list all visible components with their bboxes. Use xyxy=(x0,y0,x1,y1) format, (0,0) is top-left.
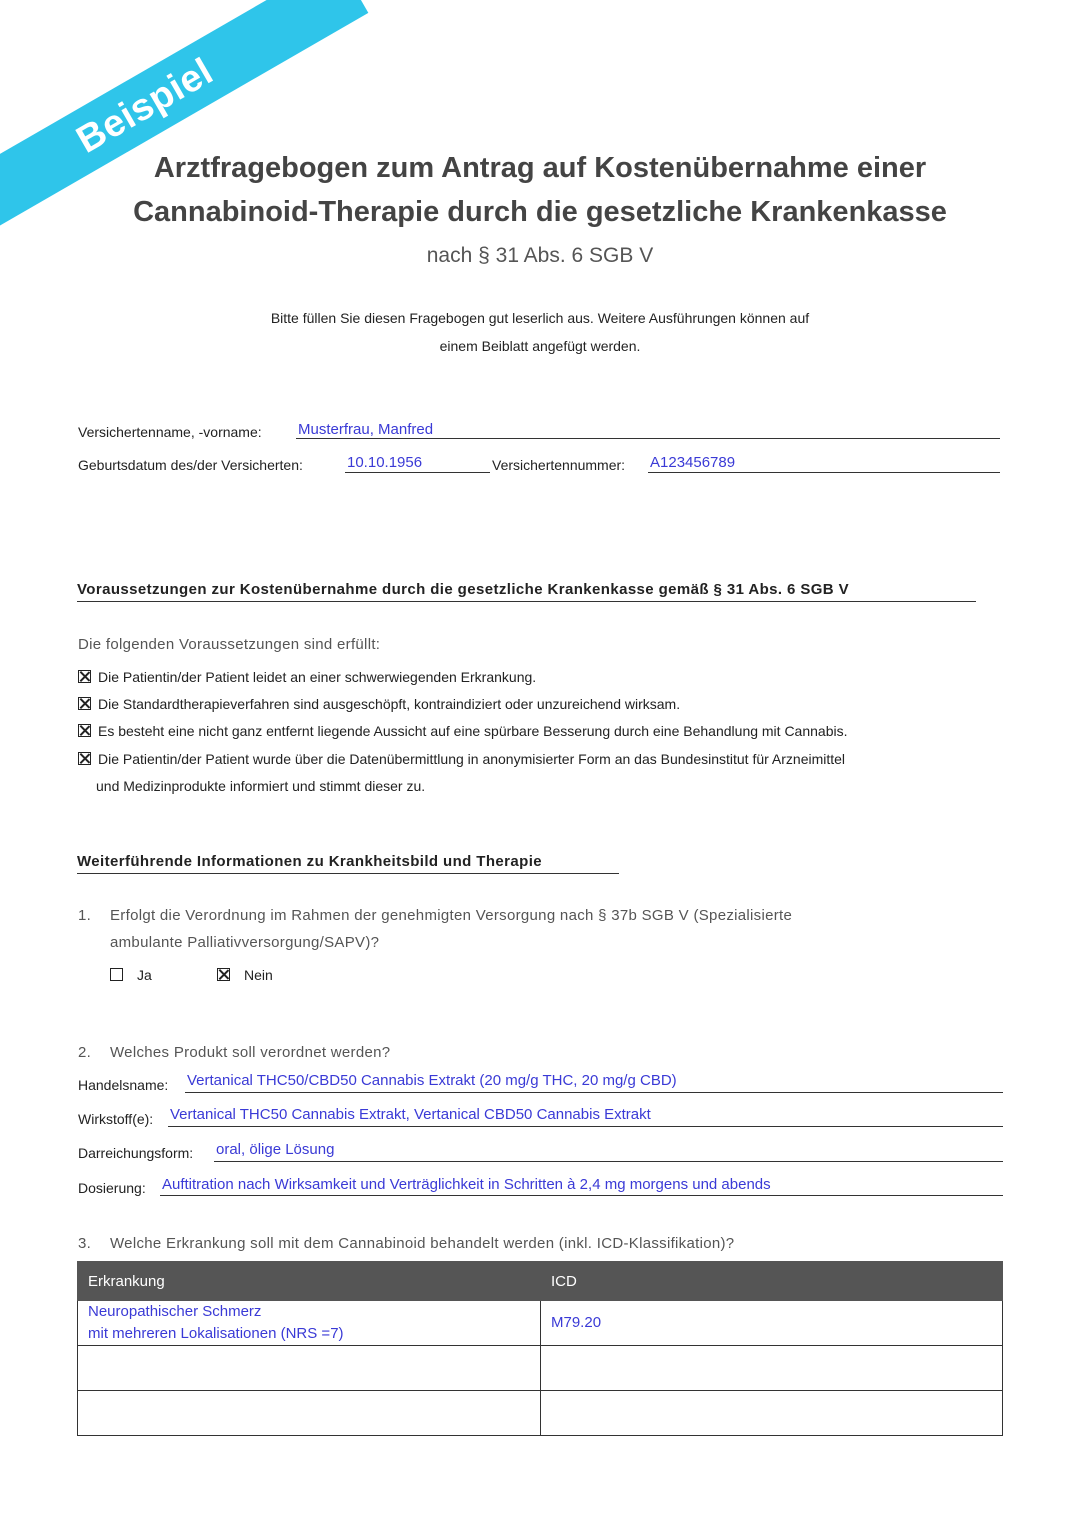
icd-cell[interactable]: M79.20 xyxy=(541,1301,1003,1346)
dosage-label: Dosierung: xyxy=(78,1180,146,1196)
birthdate-label: Geburtsdatum des/der Versicherten: xyxy=(78,457,303,473)
banner-text: Beispiel xyxy=(69,49,221,162)
disease-cell[interactable] xyxy=(78,1346,541,1391)
requirement-text: Die Standardtherapieverfahren sind ausgeschöpft, kontraindiziert oder unzureichend wirksam. xyxy=(98,696,681,712)
question-3 xyxy=(78,1235,734,1252)
active-agent-value[interactable]: Vertanical THC50 Cannabis Extrakt, Vertanical CBD50 Cannabis Extrakt xyxy=(170,1106,651,1123)
checkbox-checked-icon[interactable] xyxy=(217,968,230,981)
option-no-label: Nein xyxy=(244,967,273,983)
dosage-form-line xyxy=(214,1161,1003,1162)
dosage-form-value[interactable]: oral, ölige Lösung xyxy=(216,1141,335,1158)
option-yes-label: Ja xyxy=(137,967,152,983)
active-agent-label: Wirkstoff(e): xyxy=(78,1111,154,1127)
further-info-heading-underline xyxy=(77,873,619,874)
intro-line-1: Bitte füllen Sie diesen Fragebogen gut leserlich aus. Weitere Ausführungen können auf xyxy=(270,310,810,326)
question-1-continued: ambulante Palliativversorgung/SAPV)? xyxy=(110,934,380,951)
question-text: Welches Produkt soll verordnet werden? xyxy=(110,1044,391,1061)
insured-name-label: Versichertenname, -vorname: xyxy=(78,424,262,440)
subtitle: nach § 31 Abs. 6 SGB V xyxy=(426,244,654,267)
requirement-item[interactable] xyxy=(78,669,536,685)
active-agent-line xyxy=(168,1126,1003,1127)
icd-cell[interactable] xyxy=(541,1391,1003,1436)
requirement-text-continued: und Medizinprodukte informiert und stimmt dieser zu. xyxy=(96,778,426,794)
diagnosis-table xyxy=(77,1261,1003,1436)
question-number: 3. xyxy=(78,1235,92,1252)
question-1 xyxy=(78,907,792,924)
title-line-2: Cannabinoid-Therapie durch die gesetzliche Krankenkasse xyxy=(133,196,947,228)
checkbox-empty-icon[interactable] xyxy=(110,968,123,981)
requirement-text: Es besteht eine nicht ganz entfernt liegende Aussicht auf eine spürbare Besserung durch eine Behandlung mit Cannabis. xyxy=(98,723,848,739)
table-header-row xyxy=(78,1262,1003,1301)
requirements-heading: Voraussetzungen zur Kostenübernahme durch die gesetzliche Krankenkasse gemäß § 31 Abs. 6 SGB V xyxy=(77,581,849,598)
dosage-line xyxy=(160,1195,1003,1196)
checkbox-checked-icon[interactable] xyxy=(78,724,91,737)
requirement-text: Die Patientin/der Patient leidet an einer schwerwiegenden Erkrankung. xyxy=(98,669,537,685)
requirement-item[interactable] xyxy=(78,696,680,712)
requirement-item[interactable] xyxy=(78,751,845,767)
question-text: Welche Erkrankung soll mit dem Cannabinoid behandelt werden (inkl. ICD-Klassifikation)? xyxy=(110,1235,735,1252)
dosage-value[interactable]: Auftitration nach Wirksamkeit und Verträglichkeit in Schritten à 2,4 mg morgens und abends xyxy=(162,1176,771,1193)
requirements-heading-underline xyxy=(77,601,976,602)
insurance-number-label: Versichertennummer: xyxy=(492,457,626,473)
icd-cell[interactable] xyxy=(541,1346,1003,1391)
birthdate-line xyxy=(345,472,490,473)
intro-line-2: einem Beiblatt angefügt werden. xyxy=(439,338,641,354)
option-no[interactable] xyxy=(217,967,273,983)
birthdate-value[interactable]: 10.10.1956 xyxy=(347,454,423,471)
checkbox-checked-icon[interactable] xyxy=(78,670,91,683)
question-text: Erfolgt die Verordnung im Rahmen der genehmigten Versorgung nach § 37b SGB V (Spezialisierte xyxy=(110,907,793,924)
checkbox-checked-icon[interactable] xyxy=(78,752,91,765)
trade-name-value[interactable]: Vertanical THC50/CBD50 Cannabis Extrakt (20 mg/g THC, 20 mg/g CBD) xyxy=(187,1072,677,1089)
trade-name-label: Handelsname: xyxy=(78,1077,169,1093)
question-2 xyxy=(78,1044,390,1061)
trade-name-line xyxy=(185,1092,1003,1093)
checkbox-checked-icon[interactable] xyxy=(78,697,91,710)
insured-name-line xyxy=(296,438,1000,439)
table-row xyxy=(78,1346,1003,1391)
title-line-1: Arztfragebogen zum Antrag auf Kostenübernahme einer xyxy=(153,152,927,184)
further-info-heading: Weiterführende Informationen zu Krankheitsbild und Therapie xyxy=(77,853,543,870)
requirement-text: Die Patientin/der Patient wurde über die Datenübermittlung in anonymisierter Form an das Bundesinstitut für Arzneimittel xyxy=(98,751,846,767)
insurance-number-value[interactable]: A123456789 xyxy=(650,454,736,471)
question-number: 1. xyxy=(78,907,92,924)
disease-cell[interactable] xyxy=(78,1301,541,1346)
requirement-item[interactable] xyxy=(78,723,848,739)
dosage-form-label: Darreichungsform: xyxy=(78,1145,194,1161)
question-number: 2. xyxy=(78,1044,92,1061)
requirements-intro: Die folgenden Voraussetzungen sind erfüllt: xyxy=(78,636,381,653)
disease-line-2: mit mehreren Lokalisationen (NRS =7) xyxy=(88,1325,344,1342)
insured-name-value[interactable]: Musterfrau, Manfred xyxy=(298,421,434,438)
disease-cell[interactable] xyxy=(78,1391,541,1436)
table-row xyxy=(78,1301,1003,1346)
option-yes[interactable] xyxy=(110,967,152,983)
table-row xyxy=(78,1391,1003,1436)
column-header-icd: ICD xyxy=(541,1262,1003,1301)
disease-line-1: Neuropathischer Schmerz xyxy=(88,1303,262,1320)
column-header-disease: Erkrankung xyxy=(78,1262,541,1301)
insurance-number-line xyxy=(648,472,1000,473)
